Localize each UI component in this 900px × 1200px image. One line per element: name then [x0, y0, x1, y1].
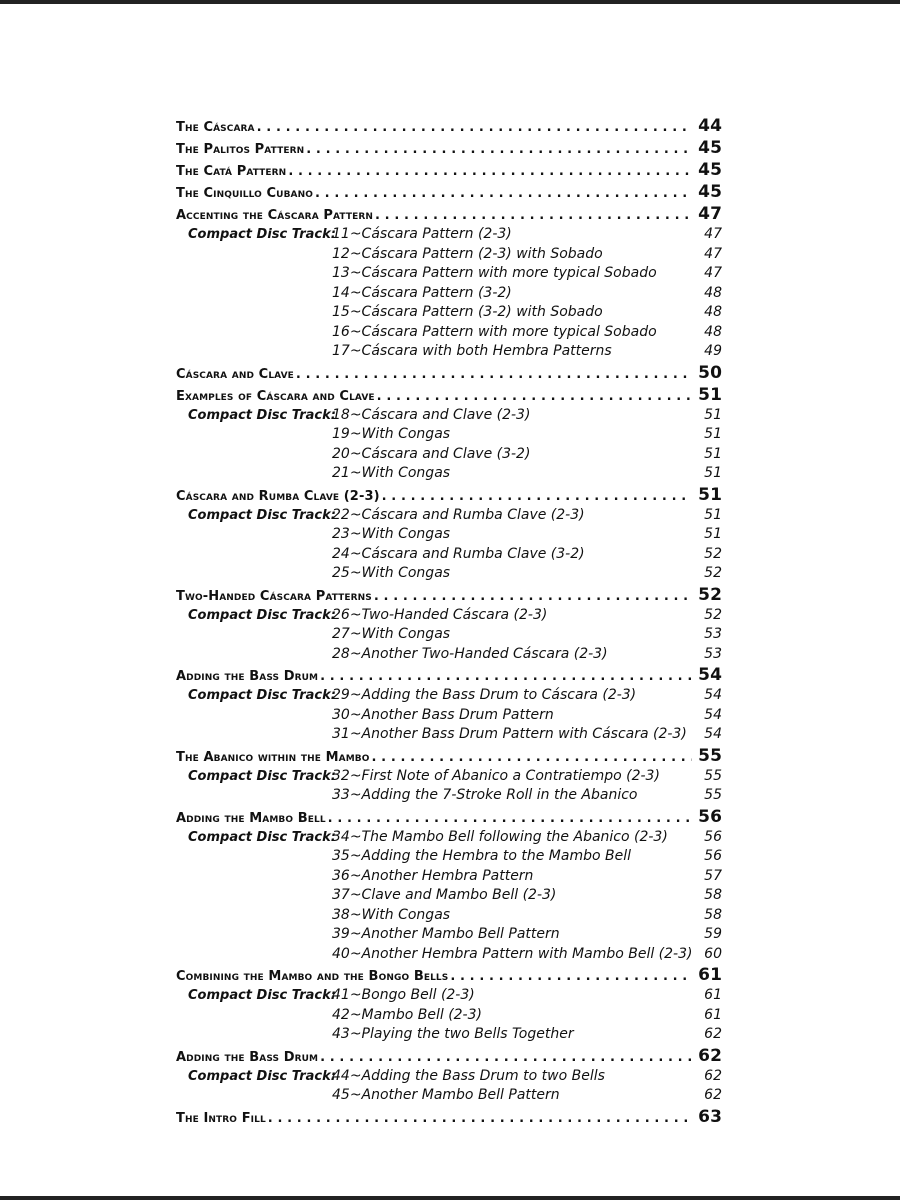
page-number: 54 [704, 706, 722, 723]
page-number: 58 [704, 887, 722, 903]
toc-track-entry [176, 446, 722, 466]
section-title: Two-Handed Cáscara Patterns [176, 588, 372, 604]
section-title: Cáscara and Rumba Clave (2-3) [176, 488, 380, 504]
section-title: Adding the Bass Drum [176, 669, 319, 684]
page-number: 51 [704, 426, 722, 442]
toc-section-entry [176, 485, 722, 507]
dot-leader [450, 969, 692, 984]
section-title: The Catá Pattern [176, 164, 287, 179]
toc-track-entry [176, 1068, 722, 1088]
top-border-line [0, 0, 900, 4]
toc-section-entry [176, 138, 722, 160]
track-title: 18~Cáscara and Clave (2-3) [332, 406, 531, 423]
toc-section-entry [176, 1046, 722, 1068]
page-number: 48 [704, 284, 722, 301]
track-title: 31~Another Bass Drum Pattern with Cáscara (2-3) [332, 726, 687, 742]
page-number: 51 [704, 506, 722, 523]
page-number: 58 [704, 906, 722, 923]
page-number: 45 [698, 160, 722, 180]
page-number: 56 [698, 806, 722, 827]
bottom-border-line [0, 1196, 900, 1200]
section-title: Examples of Cáscara and Clave [176, 388, 375, 404]
track-label: Compact Disc Track: [188, 227, 336, 242]
section-title: Adding the Bass Drum [176, 1049, 319, 1065]
page-number: 60 [704, 945, 722, 962]
track-title: 14~Cáscara Pattern (3-2) [332, 284, 512, 301]
toc-track-entry [176, 626, 722, 646]
dot-leader [306, 142, 692, 157]
track-label: Compact Disc Track: [188, 607, 336, 623]
track-title: 15~Cáscara Pattern (3-2) with Sobado [332, 304, 603, 320]
track-title: 38~With Congas [332, 906, 451, 923]
toc-track-entry [176, 907, 722, 927]
track-title: 21~With Congas [332, 465, 451, 481]
toc-track-entry [176, 987, 722, 1007]
page-number: 62 [704, 1026, 722, 1042]
toc-track-entry [176, 343, 722, 363]
toc-section-entry [176, 385, 722, 407]
toc-track-entry [176, 848, 722, 868]
page-number: 45 [698, 182, 722, 202]
dot-leader [257, 120, 692, 135]
toc-track-entry [176, 226, 722, 246]
toc-section-entry [176, 585, 722, 607]
toc-track-entry [176, 707, 722, 727]
dot-leader [375, 208, 692, 223]
page-number: 54 [698, 665, 722, 685]
toc-section-entry [176, 160, 722, 182]
toc-track-entry [176, 565, 722, 585]
track-title: 25~With Congas [332, 565, 451, 581]
track-title: 13~Cáscara Pattern with more typical Sobado [332, 265, 657, 281]
dot-leader [328, 811, 692, 826]
page-number: 61 [704, 1006, 722, 1023]
page-number: 54 [704, 687, 722, 703]
dot-leader [372, 750, 693, 765]
track-label: Compact Disc Track: [188, 988, 336, 1003]
toc-track-entry [176, 304, 722, 324]
page-number: 62 [704, 1087, 722, 1103]
toc-track-entry [176, 887, 722, 907]
track-title: 22~Cáscara and Rumba Clave (2-3) [332, 506, 585, 523]
section-title: Combining the Mambo and the Bongo Bells [176, 969, 449, 984]
track-label: Compact Disc Track: [188, 407, 336, 423]
track-label: Compact Disc Track: [188, 1068, 336, 1084]
track-title: 19~With Congas [332, 426, 451, 442]
track-title: 28~Another Two-Handed Cáscara (2-3) [332, 645, 608, 662]
dot-leader [315, 186, 692, 201]
track-title: 36~Another Hembra Pattern [332, 867, 534, 884]
toc-track-entry [176, 246, 722, 266]
track-title: 16~Cáscara Pattern with more typical Sobado [332, 323, 657, 340]
track-title: 29~Adding the Bass Drum to Cáscara (2-3) [332, 687, 637, 703]
track-title: 26~Two-Handed Cáscara (2-3) [332, 606, 548, 623]
toc-track-entry [176, 324, 722, 344]
toc-track-entry [176, 426, 722, 446]
toc-track-entry [176, 265, 722, 285]
page-number: 55 [704, 767, 722, 784]
track-title: 43~Playing the two Bells Together [332, 1026, 574, 1042]
page-number: 63 [698, 1106, 722, 1127]
track-title: 24~Cáscara and Rumba Clave (3-2) [332, 545, 585, 562]
toc-track-entry [176, 787, 722, 807]
toc-section-entry [176, 116, 722, 138]
page-number: 61 [704, 987, 722, 1003]
toc-track-entry [176, 1026, 722, 1046]
page-number: 52 [704, 606, 722, 623]
section-title: The Abanico within the Mambo [176, 749, 370, 765]
page-number: 47 [704, 226, 722, 242]
toc-track-entry [176, 687, 722, 707]
page-number: 53 [704, 645, 722, 662]
toc-track-entry [176, 285, 722, 305]
page-number: 59 [704, 926, 722, 942]
track-title: 23~With Congas [332, 526, 451, 542]
page-number: 51 [704, 465, 722, 481]
page-number: 44 [698, 116, 722, 136]
section-title: The Palitos Pattern [176, 142, 305, 157]
dot-leader [320, 669, 692, 684]
page-number: 51 [704, 406, 722, 423]
dot-leader [377, 389, 692, 404]
page-number: 51 [698, 384, 722, 405]
track-label: Compact Disc Track: [188, 688, 336, 703]
toc-section-entry [176, 182, 722, 204]
track-title: 37~Clave and Mambo Bell (2-3) [332, 887, 557, 903]
track-title: 17~Cáscara with both Hembra Patterns [332, 343, 612, 359]
page-number: 50 [698, 362, 722, 383]
page-number: 54 [704, 726, 722, 742]
section-title: Adding the Mambo Bell [176, 810, 326, 826]
toc-track-entry [176, 407, 722, 427]
dot-leader [374, 589, 692, 604]
page-number: 62 [704, 1067, 722, 1084]
page-number: 52 [704, 565, 722, 581]
dot-leader [382, 489, 692, 504]
page-number: 56 [704, 828, 722, 845]
toc-section-entry [176, 746, 722, 768]
dot-leader [296, 367, 692, 382]
page-number: 62 [698, 1045, 722, 1066]
dot-leader [268, 1111, 692, 1126]
table-of-contents [176, 116, 722, 1129]
page-number: 55 [704, 787, 722, 803]
page-number: 53 [704, 626, 722, 642]
page-number: 52 [704, 545, 722, 562]
section-title: Accenting the Cáscara Pattern [176, 208, 373, 223]
track-label: Compact Disc Track: [188, 829, 336, 845]
page-number: 52 [698, 584, 722, 605]
toc-section-entry [176, 204, 722, 226]
section-title: The Intro Fill [176, 1110, 266, 1126]
toc-track-entry [176, 726, 722, 746]
toc-track-entry [176, 646, 722, 666]
page-number: 51 [704, 445, 722, 462]
track-label: Compact Disc Track: [188, 768, 336, 784]
track-title: 20~Cáscara and Clave (3-2) [332, 445, 531, 462]
section-title: The Cáscara [176, 120, 255, 135]
dot-leader [320, 1050, 692, 1065]
track-title: 12~Cáscara Pattern (2-3) with Sobado [332, 245, 603, 262]
page-number: 61 [698, 965, 722, 985]
track-title: 42~Mambo Bell (2-3) [332, 1006, 482, 1023]
page-number: 49 [704, 343, 722, 359]
page-number: 48 [704, 304, 722, 320]
page-number: 45 [698, 138, 722, 158]
track-title: 41~Bongo Bell (2-3) [332, 987, 475, 1003]
page-number: 51 [704, 526, 722, 542]
track-title: 34~The Mambo Bell following the Abanico (2-3) [332, 828, 668, 845]
track-title: 45~Another Mambo Bell Pattern [332, 1087, 560, 1103]
toc-track-entry [176, 1007, 722, 1027]
toc-section-entry [176, 665, 722, 687]
page-number: 51 [698, 484, 722, 505]
track-title: 33~Adding the 7-Stroke Roll in the Abanico [332, 787, 638, 803]
page-number: 47 [704, 245, 722, 262]
toc-track-entry [176, 507, 722, 527]
track-title: 11~Cáscara Pattern (2-3) [332, 226, 512, 242]
toc-track-entry [176, 526, 722, 546]
toc-track-entry [176, 926, 722, 946]
toc-track-entry [176, 946, 722, 966]
track-title: 30~Another Bass Drum Pattern [332, 706, 554, 723]
toc-track-entry [176, 868, 722, 888]
track-label: Compact Disc Track: [188, 507, 336, 523]
section-title: The Cinquillo Cubano [176, 186, 313, 201]
page-number: 57 [704, 867, 722, 884]
toc-track-entry [176, 1087, 722, 1107]
toc-track-entry [176, 829, 722, 849]
toc-section-entry [176, 807, 722, 829]
track-title: 40~Another Hembra Pattern with Mambo Bell (2-3) [332, 945, 693, 962]
toc-track-entry [176, 768, 722, 788]
section-title: Cáscara and Clave [176, 366, 294, 382]
toc-section-entry [176, 363, 722, 385]
page-number: 47 [698, 204, 722, 224]
page-number: 48 [704, 323, 722, 340]
track-title: 27~With Congas [332, 626, 451, 642]
track-title: 44~Adding the Bass Drum to two Bells [332, 1067, 605, 1084]
toc-track-entry [176, 465, 722, 485]
track-title: 35~Adding the Hembra to the Mambo Bell [332, 848, 631, 864]
toc-track-entry [176, 607, 722, 627]
track-title: 39~Another Mambo Bell Pattern [332, 926, 560, 942]
track-title: 32~First Note of Abanico a Contratiempo (2-3) [332, 767, 660, 784]
page-number: 55 [698, 745, 722, 766]
dot-leader [288, 164, 692, 179]
toc-track-entry [176, 546, 722, 566]
toc-section-entry [176, 965, 722, 987]
toc-section-entry [176, 1107, 722, 1129]
page-number: 56 [704, 848, 722, 864]
page-number: 47 [704, 265, 722, 281]
